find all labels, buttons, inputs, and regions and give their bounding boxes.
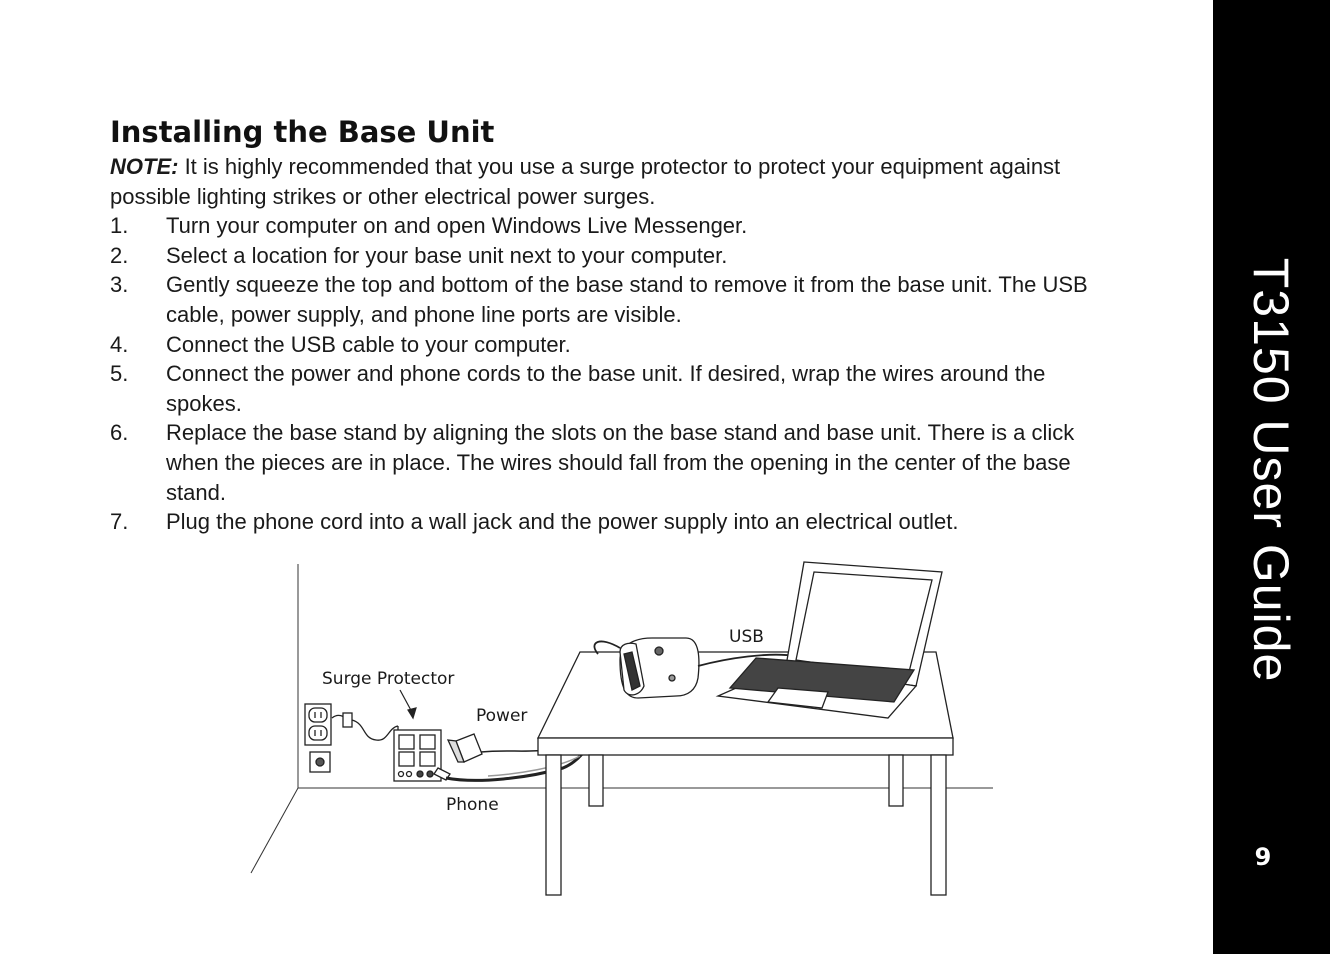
surge-protector-label: Surge Protector xyxy=(322,669,455,689)
step-item xyxy=(110,270,1110,329)
section-title: Installing the Base Unit xyxy=(110,115,495,149)
step-number: 2. xyxy=(110,242,129,268)
step-item xyxy=(110,211,1110,241)
power-label: Power xyxy=(476,706,528,726)
note-paragraph xyxy=(110,152,1110,211)
installation-diagram xyxy=(248,548,1008,900)
wall-plug-cord xyxy=(332,713,398,740)
sidebar-tab xyxy=(1213,0,1330,954)
step-item xyxy=(110,241,1110,271)
power-adapter xyxy=(448,734,482,762)
step-item xyxy=(110,507,1110,537)
guide-title: T3150 User Guide xyxy=(1243,257,1299,683)
step-item xyxy=(110,418,1110,507)
step-number: 7. xyxy=(110,509,129,535)
wall-phone-jack xyxy=(310,752,330,772)
step-number: 6. xyxy=(110,420,129,446)
step-item xyxy=(110,359,1110,418)
step-text: Connect the power and phone cords to the base unit. If desired, wrap the wires around the spokes. xyxy=(166,361,1046,416)
installation-steps xyxy=(110,211,1110,537)
step-text: Replace the base stand by aligning the slots on the base stand and base unit. There is a click when the pieces are in place. The wires should fall from the opening in the center of the base stand. xyxy=(166,420,1075,505)
page-number: 9 xyxy=(1254,843,1272,871)
usb-label: USB xyxy=(729,627,764,647)
phone-label: Phone xyxy=(446,795,499,815)
step-text: Connect the USB cable to your computer. xyxy=(166,331,571,357)
step-text: Select a location for your base unit next to your computer. xyxy=(166,242,728,268)
step-text: Turn your computer on and open Windows Live Messenger. xyxy=(166,213,748,239)
step-number: 3. xyxy=(110,272,129,298)
note-text: It is highly recommended that you use a surge protector to protect your equipment against possible lighting strikes or other electrical power surges. xyxy=(110,154,1061,209)
page-content xyxy=(110,112,1110,537)
base-unit xyxy=(620,638,699,698)
floor-perspective-line xyxy=(251,788,298,873)
step-item xyxy=(110,330,1110,360)
wall-outlet xyxy=(305,704,331,745)
surge-protector-leader xyxy=(400,690,416,718)
step-number: 5. xyxy=(110,361,129,387)
step-text: Plug the phone cord into a wall jack and the power supply into an electrical outlet. xyxy=(166,509,959,535)
step-number: 1. xyxy=(110,213,129,239)
installation-illustration xyxy=(248,548,1008,900)
note-label: NOTE: xyxy=(110,154,179,179)
step-text: Gently squeeze the top and bottom of the base stand to remove it from the base unit. The USB cable, power supply, and phone line ports are visible. xyxy=(166,272,1088,327)
step-number: 4. xyxy=(110,331,129,357)
